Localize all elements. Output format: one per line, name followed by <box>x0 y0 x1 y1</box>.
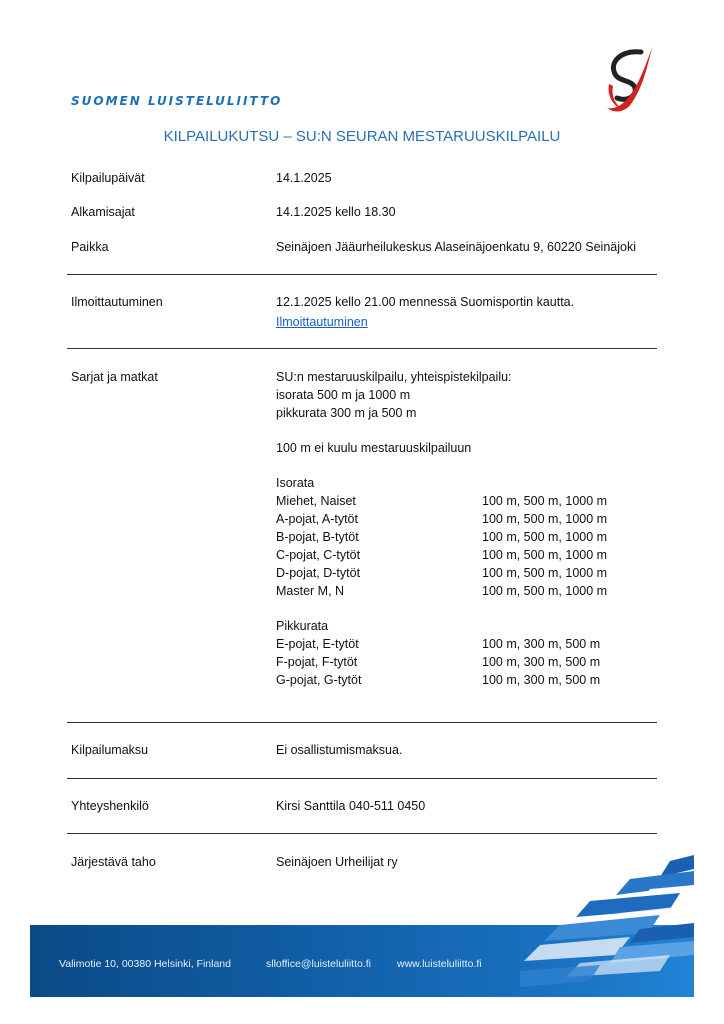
place-label: Paikka <box>71 240 109 254</box>
class-distances: 100 m, 500 m, 1000 m <box>482 512 608 526</box>
class-name: C-pojat, C-tytöt <box>276 548 361 562</box>
class-name: B-pojat, B-tytöt <box>276 530 359 544</box>
class-distances: 100 m, 300 m, 500 m <box>482 655 601 669</box>
class-distances: 100 m, 500 m, 1000 m <box>482 566 608 580</box>
dates-label: Kilpailupäivät <box>71 171 145 185</box>
page-title: KILPAILUKUTSU – SU:N SEURAN MESTARUUSKILPAILU <box>163 128 561 145</box>
class-distances: 100 m, 300 m, 500 m <box>482 637 601 651</box>
class-name: E-pojat, E-tytöt <box>276 637 359 651</box>
series-label: Sarjat ja matkat <box>71 370 158 384</box>
dates-value: 14.1.2025 <box>276 171 332 185</box>
footer-email[interactable]: slloffice@luisteluliitto.fi <box>266 958 372 970</box>
isorata-heading: Isorata <box>276 476 315 490</box>
series-intro-line: SU:n mestaruuskilpailu, yhteispistekilpailu: <box>276 370 512 384</box>
contact-label: Yhteyshenkilö <box>71 799 149 813</box>
series-intro-line: pikkurata 300 m ja 500 m <box>276 406 417 420</box>
place-value: Seinäjoen Jääurheilukeskus Alaseinäjoenkatu 9, 60220 Seinäjoki <box>276 240 636 254</box>
class-name: G-pojat, G-tytöt <box>276 673 362 687</box>
class-distances: 100 m, 500 m, 1000 m <box>482 530 608 544</box>
footer-website[interactable]: www.luisteluliitto.fi <box>397 958 482 970</box>
organizer-label: Järjestävä taho <box>71 855 156 869</box>
divider <box>67 778 657 779</box>
fee-value: Ei osallistumismaksua. <box>276 743 403 757</box>
contact-value: Kirsi Santtila 040-511 0450 <box>276 799 426 813</box>
fee-label: Kilpailumaksu <box>71 743 149 757</box>
divider <box>67 274 657 275</box>
organizer-value: Seinäjoen Urheilijat ry <box>276 855 398 869</box>
class-distances: 100 m, 500 m, 1000 m <box>482 548 608 562</box>
registration-label: Ilmoittautuminen <box>71 295 163 309</box>
class-distances: 100 m, 500 m, 1000 m <box>482 494 608 508</box>
divider <box>67 722 657 723</box>
start-value: 14.1.2025 kello 18.30 <box>276 205 396 219</box>
class-name: A-pojat, A-tytöt <box>276 512 358 526</box>
class-name: F-pojat, F-tytöt <box>276 655 358 669</box>
class-name: D-pojat, D-tytöt <box>276 566 361 580</box>
class-name: Miehet, Naiset <box>276 494 356 508</box>
start-label: Alkamisajat <box>71 205 135 219</box>
divider <box>67 348 657 349</box>
divider <box>67 833 657 834</box>
decorative-stripes-graphic <box>520 855 694 997</box>
registration-link[interactable]: Ilmoittautuminen <box>276 315 368 329</box>
class-distances: 100 m, 500 m, 1000 m <box>482 584 608 598</box>
organization-name: SUOMEN LUISTELULIITTO <box>71 94 283 108</box>
class-name: Master M, N <box>276 584 345 598</box>
series-intro-line: isorata 500 m ja 1000 m <box>276 388 411 402</box>
series-note: 100 m ei kuulu mestaruuskilpailuun <box>276 441 472 455</box>
footer-address: Valimotie 10, 00380 Helsinki, Finland <box>59 958 231 970</box>
suomen-luisteluliitto-logo-icon <box>601 44 655 116</box>
registration-value: 12.1.2025 kello 21.00 mennessä Suomisportin kautta. <box>276 295 575 309</box>
class-distances: 100 m, 300 m, 500 m <box>482 673 601 687</box>
pikkurata-heading: Pikkurata <box>276 619 329 633</box>
